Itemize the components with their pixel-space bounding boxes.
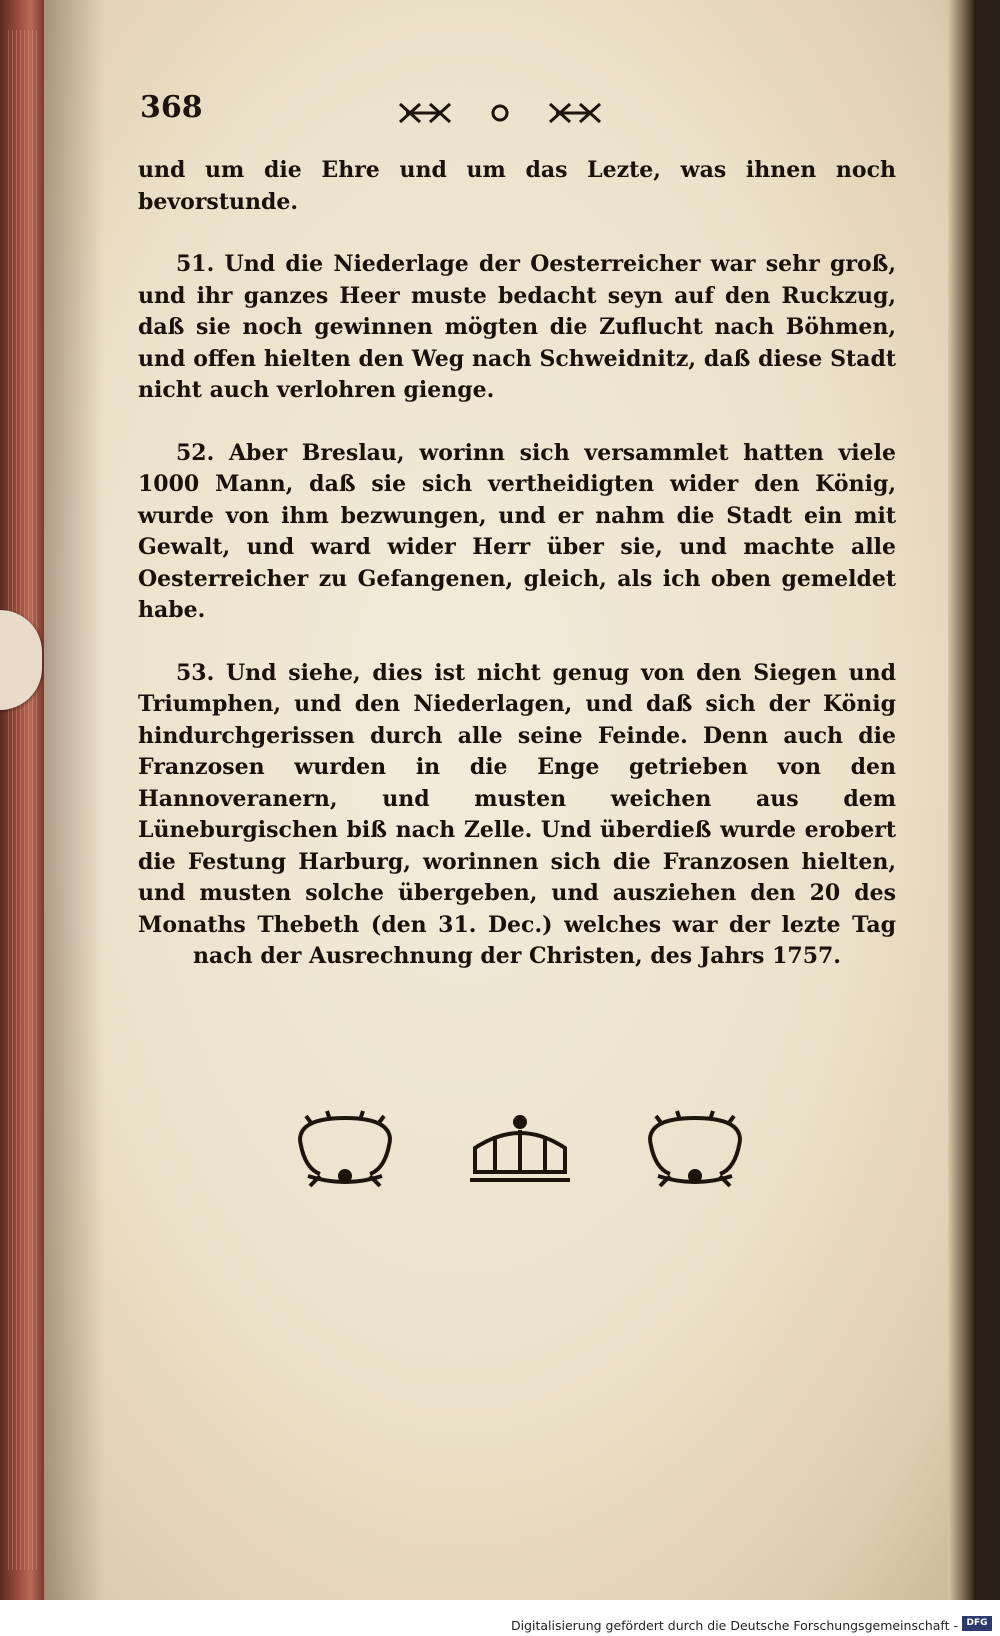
dfg-logo-icon: DFG <box>962 1616 992 1631</box>
wreath-icon <box>650 1111 740 1186</box>
main-text <box>138 155 896 1004</box>
wreath-icon <box>300 1111 390 1186</box>
header-ornament-icon <box>380 92 620 132</box>
book-edge <box>0 0 44 1600</box>
footer-bar <box>0 1600 1000 1636</box>
closing-vignette <box>290 1110 750 1190</box>
paragraph-51: 51. Und die Niederlage der Oesterreicher war sehr groß, und ihr ganzes Heer muste bedacht seyn auf den Ruckzug, daß sie noch gewinnen mögten die Zuflucht nach Böhmen, und offen hielten den Weg nach Schweidnitz, daß diese Stadt nicht auch verlohren gienge. <box>138 251 896 403</box>
page-header <box>140 90 860 140</box>
paragraph-53: 53. Und siehe, dies ist nicht genug von den Siegen und Triumphen, und den Niederlagen, und daß sich der König hindurchgerissen durch alle seine Feinde. Denn auch die Franzosen wurden in die Enge getrieben von den Hannoveranern, und musten weichen aus dem Lüneburgischen biß nach Zelle. Und überdieß wurde erobert die Festung Harburg, worinnen sich die Franzosen hielten, und musten solche übergeben, und ausziehen den 20 des Monaths Thebeth (den 31. Dec.) welches war der lezte Tag nach der Ausrechnung der Christen, des Jahrs 1757. <box>138 659 896 969</box>
page-edges <box>8 30 38 1570</box>
page-right-edge <box>948 0 974 1600</box>
footer-credit: Digitalisierung gefördert durch die Deutsche Forschungsgemeinschaft - <box>510 1618 958 1633</box>
page-number: 368 <box>140 90 203 125</box>
crown-icon <box>470 1117 570 1180</box>
paragraph-52: 52. Aber Breslau, worinn sich versammlet hatten viele 1000 Mann, daß sie sich vertheidigten wider den König, wurde von ihm bezwungen, und er nahm die Stadt ein mit Gewalt, und ward wider Herr über sie, und machte alle Oesterreicher zu Gefangenen, gleich, als ich oben gemeldet habe. <box>138 439 896 623</box>
gutter-shadow <box>44 0 104 1600</box>
continuation-paragraph: und um die Ehre und um das Lezte, was ihnen noch bevorstunde. <box>138 157 896 215</box>
